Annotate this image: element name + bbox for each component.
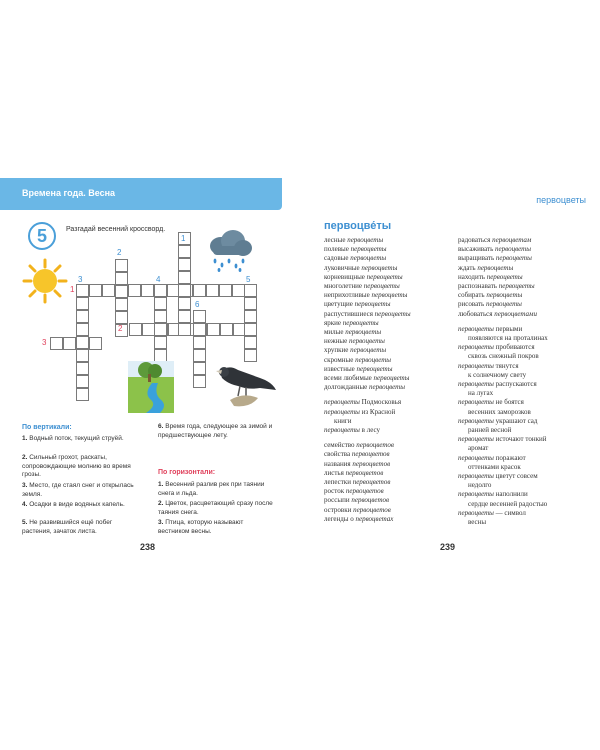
grid-num-h3: 3 bbox=[42, 338, 47, 347]
stream-landscape-illustration bbox=[128, 361, 174, 413]
keyword: первоцветы bbox=[363, 282, 400, 291]
crossword-cell bbox=[76, 284, 89, 297]
page-number-right: 239 bbox=[440, 542, 456, 552]
keyword: первоцветы bbox=[369, 383, 405, 392]
collocation-line bbox=[458, 417, 548, 426]
vertical-clues-title: По вертикали: bbox=[22, 424, 72, 431]
crossword-cell bbox=[76, 297, 89, 310]
clue-text: Место, где стаял снег и открылась земля. bbox=[22, 482, 134, 498]
phrase-text: россыпи bbox=[324, 496, 352, 505]
crossword-cell bbox=[154, 284, 167, 297]
clue-number: 1. bbox=[22, 435, 30, 442]
keyword: первоцветы bbox=[361, 263, 398, 272]
collocation-line bbox=[458, 273, 548, 282]
phrase-text: к солнечному свету bbox=[468, 370, 527, 379]
crossword-cell bbox=[193, 284, 206, 297]
phrase-text: милые bbox=[324, 328, 346, 337]
crossword-cell bbox=[178, 297, 191, 310]
collocation-line bbox=[458, 463, 548, 472]
phrase-text: яркие bbox=[324, 318, 343, 327]
keyword: первоцветы bbox=[458, 472, 494, 481]
grid-num-v2: 2 bbox=[117, 248, 122, 257]
clue-number: 2. bbox=[158, 500, 166, 507]
keyword: первоцветов bbox=[351, 450, 390, 459]
phrase-text: книги bbox=[334, 416, 352, 425]
collocation-line bbox=[458, 236, 548, 245]
task-instruction: Разгадай весенний кроссворд. bbox=[66, 226, 166, 233]
collocation-line bbox=[458, 518, 548, 527]
vertical-clue bbox=[22, 454, 137, 480]
keyword: первоцветы bbox=[342, 318, 379, 327]
crossword-cell bbox=[115, 285, 128, 298]
crossword-cell bbox=[154, 310, 167, 323]
keyword: первоцветы bbox=[350, 245, 387, 254]
clue-text: Птица, которую называют вестником весны. bbox=[158, 519, 244, 535]
crossword-cell bbox=[76, 336, 89, 349]
crossword-cell bbox=[193, 336, 206, 349]
grid-num-v5: 5 bbox=[246, 275, 251, 284]
crossword-cell bbox=[178, 245, 191, 258]
phrase-text: садовые bbox=[324, 254, 351, 263]
keyword: первоцветы bbox=[347, 236, 384, 244]
collocation-line bbox=[324, 408, 411, 417]
keyword: первоцветы bbox=[458, 490, 494, 499]
phrase-text: весенних заморозков bbox=[468, 407, 531, 416]
keyword: первоцветы bbox=[345, 328, 382, 337]
crossword-cell bbox=[207, 323, 220, 336]
section-title: Времена года. Весна bbox=[22, 188, 116, 198]
word-collocations-col2 bbox=[458, 236, 548, 527]
collocation-line bbox=[458, 325, 548, 334]
phrase-text: цветут совсем bbox=[493, 472, 538, 481]
vertical-clue bbox=[22, 435, 137, 444]
phrase-text: тянутся bbox=[493, 361, 519, 370]
keyword: первоцветы bbox=[458, 435, 494, 444]
phrase-text: украшают сад bbox=[493, 416, 538, 425]
keyword: первоцветов bbox=[352, 459, 391, 468]
crossword-cell bbox=[128, 284, 141, 297]
vertical-clue bbox=[22, 482, 137, 499]
crossword-cell bbox=[89, 337, 102, 350]
phrase-text: распознавать bbox=[458, 282, 499, 291]
collocation-line bbox=[458, 509, 548, 518]
crossword-cell bbox=[115, 272, 128, 285]
keyword: первоцветы bbox=[354, 300, 391, 309]
sun-icon bbox=[22, 258, 68, 304]
phrase-text: источают тонкий bbox=[493, 435, 547, 444]
crossword-cell bbox=[193, 349, 206, 362]
collocation-line bbox=[324, 398, 411, 407]
keyword: первоцветы bbox=[495, 254, 532, 263]
crossword-cell bbox=[178, 271, 191, 284]
collocation-line bbox=[458, 245, 548, 254]
collocation-line bbox=[458, 490, 548, 499]
crossword-cell bbox=[50, 337, 63, 350]
collocation-line bbox=[458, 310, 548, 319]
word-title: первоцве́ты bbox=[324, 220, 392, 232]
keyword: первоцветы bbox=[374, 309, 411, 318]
collocation-line bbox=[324, 506, 411, 515]
collocation-line bbox=[324, 515, 411, 524]
word-collocations-col1 bbox=[324, 236, 411, 524]
crossword-cell bbox=[244, 323, 257, 336]
clue-text: Водный поток, текущий струёй. bbox=[29, 435, 124, 442]
keyword: первоцветам bbox=[492, 236, 532, 244]
clue-number: 2. bbox=[22, 454, 30, 461]
clue-text: Сильный грохот, раскаты, сопровождающие молнию во время грозы. bbox=[22, 454, 131, 478]
keyword: первоцветов bbox=[345, 487, 384, 496]
phrase-text: названия bbox=[324, 459, 353, 468]
collocation-line bbox=[458, 444, 548, 453]
keyword: первоцветы bbox=[355, 355, 392, 364]
phrase-text: ранней весной bbox=[468, 426, 512, 435]
phrase-text: скромные bbox=[324, 355, 356, 364]
clue-number: 3. bbox=[158, 519, 166, 526]
keyword: первоцветы bbox=[486, 291, 523, 300]
horizontal-clue bbox=[158, 500, 273, 517]
collocation-line bbox=[324, 478, 411, 487]
keyword: первоцветы bbox=[366, 272, 403, 281]
crossword-cell bbox=[76, 362, 89, 375]
grid-num-h2: 2 bbox=[118, 324, 123, 333]
keyword: первоцветов bbox=[356, 441, 394, 450]
crossword-cell bbox=[244, 336, 257, 349]
collocation-line bbox=[458, 352, 548, 361]
collocation-line bbox=[324, 426, 411, 435]
collocation-line bbox=[458, 380, 548, 389]
grid-num-h1: 1 bbox=[70, 285, 75, 294]
phrase-text: первыми bbox=[493, 324, 523, 333]
phrase-text: луковичные bbox=[324, 263, 362, 272]
phrase-text: пробиваются bbox=[493, 343, 535, 352]
keyword: первоцветов bbox=[351, 496, 390, 505]
keyword: первоцветов bbox=[353, 505, 391, 514]
phrase-text: высаживать bbox=[458, 245, 496, 254]
phrase-text: семейство bbox=[324, 441, 357, 450]
phrase-text: сердце весенней радостью bbox=[468, 499, 548, 508]
keyword: первоцветы bbox=[373, 374, 410, 383]
horizontal-clue bbox=[158, 481, 273, 498]
collocation-line bbox=[324, 487, 411, 496]
phrase-text: нежные bbox=[324, 337, 349, 346]
phrase-text: находить bbox=[458, 272, 487, 281]
crossword-cell bbox=[178, 258, 191, 271]
keyword: первоцветы bbox=[498, 282, 535, 291]
collocation-line bbox=[324, 273, 411, 282]
collocation-line bbox=[324, 291, 411, 300]
collocation-line bbox=[458, 389, 548, 398]
clue-text: Цветок, расцветающий сразу после таяния снега. bbox=[158, 500, 273, 516]
crossword-cell bbox=[63, 337, 76, 350]
phrase-text: ждать bbox=[458, 263, 478, 272]
collocation-line bbox=[458, 264, 548, 273]
grid-num-v3: 3 bbox=[78, 275, 83, 284]
keyword: первоцветы bbox=[324, 407, 360, 416]
crossword-cell bbox=[76, 323, 89, 336]
collocation-line bbox=[324, 319, 411, 328]
phrase-text: любоваться bbox=[458, 309, 495, 318]
clue-text: Осадки в виде водяных капель. bbox=[29, 501, 125, 508]
crossword-cell bbox=[244, 284, 257, 297]
collocation-line bbox=[324, 254, 411, 263]
crossword-cell bbox=[219, 284, 232, 297]
phrase-text: лесные bbox=[324, 236, 348, 244]
phrase-text: выращивать bbox=[458, 254, 496, 263]
crossword-cell bbox=[89, 284, 102, 297]
phrase-text: рисовать bbox=[458, 300, 486, 309]
phrase-text: известные bbox=[324, 364, 357, 373]
keyword: первоцветы bbox=[458, 453, 494, 462]
phrase-text: аромат bbox=[468, 444, 489, 453]
phrase-text: листья bbox=[324, 468, 346, 477]
collocation-line bbox=[324, 282, 411, 291]
collocation-line bbox=[324, 245, 411, 254]
collocation-line bbox=[458, 291, 548, 300]
collocation-line bbox=[458, 343, 548, 352]
collocation-line bbox=[324, 337, 411, 346]
left-header-bar bbox=[0, 178, 282, 210]
clue-text: Время года, следующее за зимой и предшествующее лету. bbox=[158, 423, 273, 439]
vertical-clue bbox=[22, 519, 137, 536]
phrase-text: сквозь снежный покров bbox=[468, 352, 539, 361]
crossword-cell bbox=[193, 375, 206, 388]
collocation-line bbox=[324, 450, 411, 459]
collocation-line bbox=[324, 417, 411, 426]
keyword: первоцветы bbox=[356, 364, 393, 373]
collocation-line bbox=[324, 383, 411, 392]
phrase-text: цветущие bbox=[324, 300, 355, 309]
grid-num-v1: 1 bbox=[181, 234, 186, 243]
clue-number: 5. bbox=[22, 519, 30, 526]
collocation-line bbox=[458, 426, 548, 435]
grid-num-v6: 6 bbox=[195, 300, 200, 309]
phrase-text: не боятся bbox=[493, 398, 524, 407]
phrase-text: долгожданные bbox=[324, 383, 370, 392]
phrase-text: неприхотливые bbox=[324, 291, 372, 300]
keyword: первоцветах bbox=[355, 514, 394, 523]
phrase-text: радоваться bbox=[458, 236, 493, 244]
collocation-line bbox=[324, 441, 411, 450]
collocation-line bbox=[458, 481, 548, 490]
phrase-text: наполнили bbox=[493, 490, 528, 499]
collocation-line bbox=[324, 365, 411, 374]
crossword-cell bbox=[129, 323, 142, 336]
collocation-line bbox=[324, 300, 411, 309]
crossword-cell bbox=[178, 284, 191, 297]
collocation-line bbox=[324, 469, 411, 478]
crossword-cell bbox=[206, 284, 219, 297]
keyword: первоцветы bbox=[458, 361, 494, 370]
keyword: первоцветы bbox=[495, 245, 531, 254]
crossword-cell bbox=[154, 336, 167, 349]
keyword: первоцветы bbox=[324, 426, 360, 435]
crossword-cell bbox=[141, 284, 154, 297]
clue-number: 3. bbox=[22, 482, 30, 489]
crossword-cell bbox=[193, 310, 206, 323]
collocation-line bbox=[458, 408, 548, 417]
keyword: первоцветы bbox=[458, 416, 494, 425]
horizontal-clue bbox=[158, 519, 273, 536]
phrase-text: хрупкие bbox=[324, 346, 351, 355]
crossword-cell bbox=[178, 310, 191, 323]
crossword-cell bbox=[115, 298, 128, 311]
phrase-text: лепестки bbox=[324, 478, 353, 487]
rook-bird-illustration bbox=[210, 356, 278, 410]
keyword: первоцветы bbox=[486, 300, 522, 309]
phrase-text: островки bbox=[324, 505, 354, 514]
collocation-line bbox=[458, 500, 548, 509]
keyword: первоцветов bbox=[352, 478, 391, 487]
collocation-line bbox=[458, 282, 548, 291]
grid-num-v4: 4 bbox=[156, 275, 161, 284]
collocation-line bbox=[324, 310, 411, 319]
vertical-clue bbox=[158, 423, 273, 440]
keyword: первоцветы bbox=[371, 291, 408, 300]
vertical-clue bbox=[22, 501, 137, 510]
phrase-text: многолетние bbox=[324, 282, 364, 291]
keyword: первоцветы bbox=[486, 272, 523, 281]
crossword-cell bbox=[115, 311, 128, 324]
collocation-line bbox=[458, 362, 548, 371]
keyword: первоцветы bbox=[350, 254, 387, 263]
crossword-cell bbox=[220, 323, 233, 336]
collocation-line bbox=[458, 472, 548, 481]
clue-text: Весенний разлив рек при таянии снега и льда. bbox=[158, 481, 265, 497]
collocation-line bbox=[458, 300, 548, 309]
phrase-text: поражают bbox=[493, 453, 526, 462]
phrase-text: на лугах bbox=[468, 389, 494, 398]
keyword: первоцветы bbox=[458, 508, 494, 517]
collocation-line bbox=[458, 435, 548, 444]
clue-number: 1. bbox=[158, 481, 166, 488]
collocation-line bbox=[324, 236, 411, 245]
collocation-line bbox=[458, 334, 548, 343]
horizontal-clues-title: По горизонтали: bbox=[158, 469, 216, 476]
phrase-text: распустившиеся bbox=[324, 309, 375, 318]
clue-number: 4. bbox=[22, 501, 30, 508]
phrase-text: всеми любимые bbox=[324, 374, 374, 383]
rain-cloud-icon bbox=[205, 228, 253, 272]
collocation-line bbox=[458, 398, 548, 407]
collocation-line bbox=[324, 264, 411, 273]
phrase-text: в лесу bbox=[359, 426, 381, 435]
collocation-line bbox=[324, 346, 411, 355]
right-header-tab: первоцветы bbox=[536, 195, 586, 205]
keyword: первоцветы bbox=[324, 398, 360, 407]
crossword-cell bbox=[193, 323, 206, 336]
collocation-line bbox=[324, 328, 411, 337]
phrase-text: свойства bbox=[324, 450, 352, 459]
crossword-cell bbox=[154, 323, 167, 336]
keyword: первоцветы bbox=[477, 263, 514, 272]
keyword: первоцветы bbox=[350, 346, 387, 355]
phrase-text: собирать bbox=[458, 291, 487, 300]
phrase-text: появляются на проталинах bbox=[468, 334, 548, 343]
keyword: первоцветы bbox=[458, 343, 494, 352]
keyword: первоцветы bbox=[349, 337, 385, 346]
crossword-cell bbox=[178, 323, 191, 336]
crossword-cell bbox=[244, 310, 257, 323]
crossword-cell bbox=[76, 388, 89, 401]
collocation-line bbox=[458, 371, 548, 380]
keyword: первоцветы bbox=[458, 324, 494, 333]
phrase-text: весны bbox=[468, 518, 487, 527]
collocation-line bbox=[324, 356, 411, 365]
phrase-text: недолго bbox=[468, 481, 492, 490]
crossword-cell bbox=[244, 297, 257, 310]
phrase-text: из Красной bbox=[359, 407, 396, 416]
collocation-line bbox=[324, 374, 411, 383]
task-number-badge: 5 bbox=[28, 222, 56, 250]
keyword: первоцветов bbox=[345, 468, 384, 477]
crossword-cell bbox=[102, 284, 115, 297]
keyword: первоцветами bbox=[494, 309, 537, 318]
clue-number: 6. bbox=[158, 423, 166, 430]
phrase-text: распускаются bbox=[493, 380, 537, 389]
book-spread bbox=[0, 178, 600, 560]
phrase-text: легенды о bbox=[324, 514, 356, 523]
phrase-text: корневищные bbox=[324, 272, 367, 281]
crossword-cell bbox=[76, 349, 89, 362]
phrase-text: Подмосковья bbox=[359, 398, 402, 407]
crossword-cell bbox=[154, 297, 167, 310]
collocation-line bbox=[324, 460, 411, 469]
collocation-line bbox=[458, 454, 548, 463]
phrase-text: полевые bbox=[324, 245, 351, 254]
clue-text: Не развившийся ещё побег растения, зачаток листа. bbox=[22, 519, 113, 535]
phrase-text: росток bbox=[324, 487, 346, 496]
phrase-text: — символ bbox=[493, 508, 526, 517]
collocation-line bbox=[458, 254, 548, 263]
crossword-cell bbox=[193, 362, 206, 375]
crossword-cell bbox=[76, 310, 89, 323]
crossword-cell bbox=[115, 259, 128, 272]
keyword: первоцветы bbox=[458, 398, 494, 407]
collocation-line bbox=[324, 496, 411, 505]
phrase-text: оттенками красок bbox=[468, 462, 521, 471]
crossword-cell bbox=[76, 375, 89, 388]
keyword: первоцветы bbox=[458, 380, 494, 389]
page-number-left: 238 bbox=[140, 542, 156, 552]
